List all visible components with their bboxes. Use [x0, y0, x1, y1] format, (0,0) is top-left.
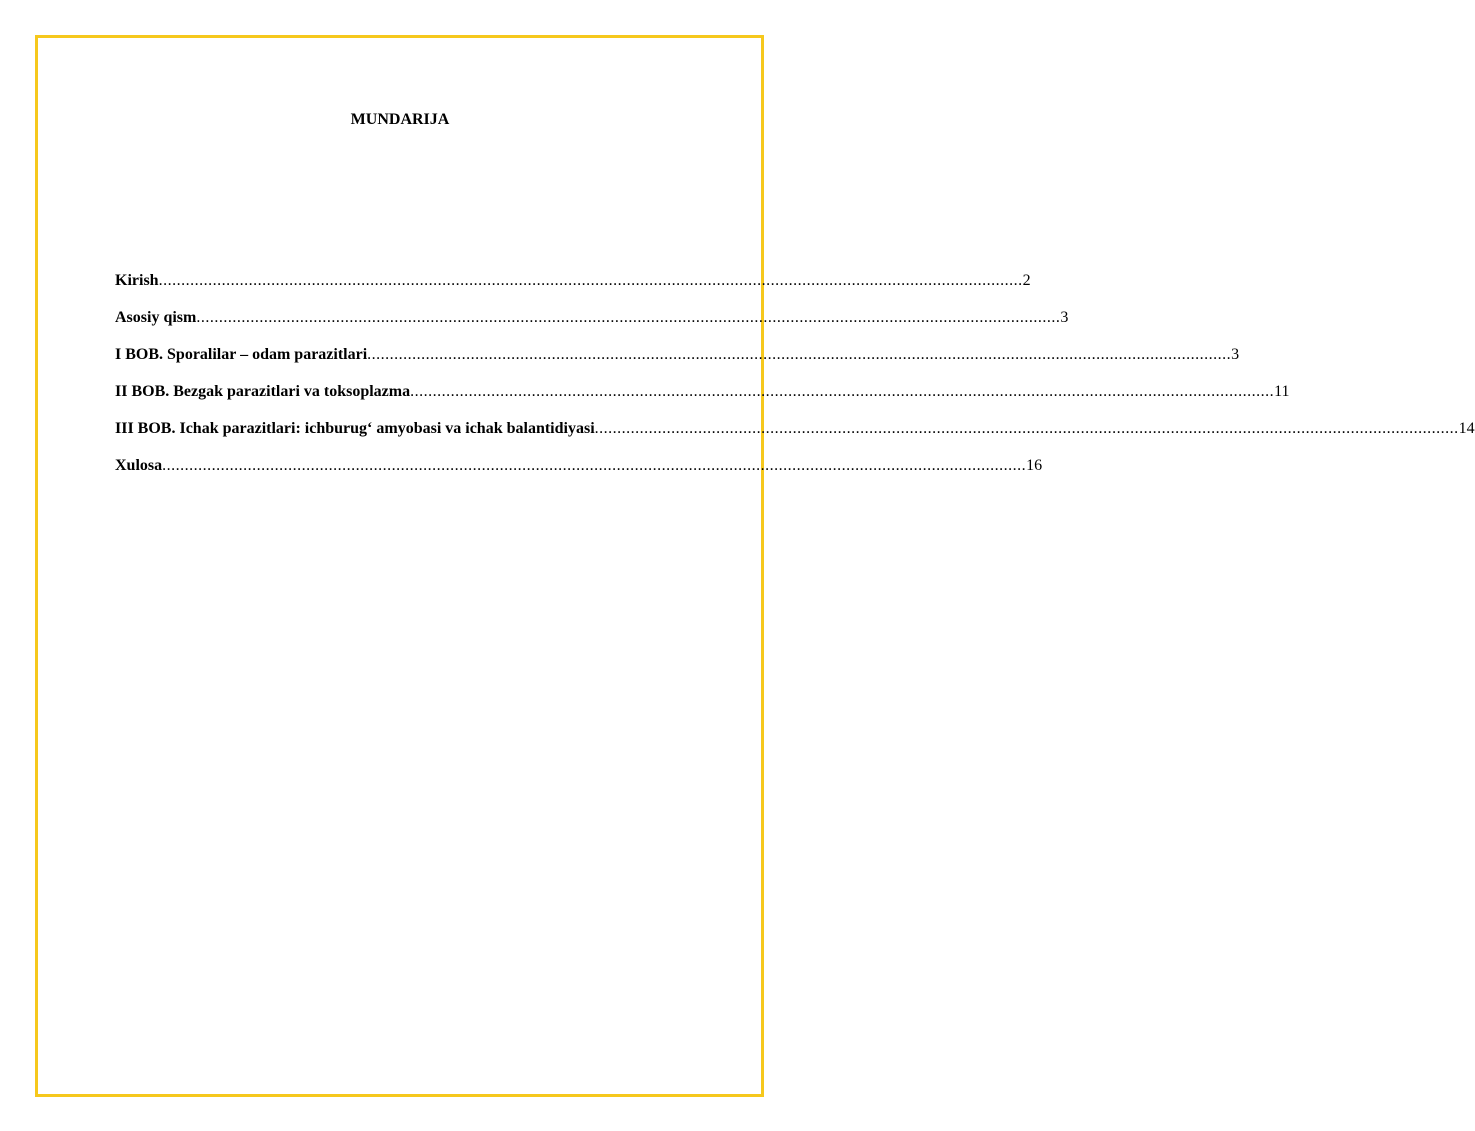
toc-dot-leader: ................................................................................................................................................................................................	[158, 272, 1023, 289]
toc-page-number: 16	[1026, 457, 1043, 474]
toc-page-number: 2	[1022, 272, 1031, 289]
toc-entry-label: Asosiy qism	[115, 309, 197, 326]
page-title: MUNDARIJA	[350, 111, 450, 128]
toc-entry-i-bob[interactable]	[115, 346, 1240, 383]
toc-page-number: 3	[1231, 346, 1240, 363]
toc-entry-label: I BOB. Sporalilar – odam parazitlari	[115, 346, 368, 363]
toc-entry-label: II BOB. Bezgak parazitlari va toksoplazma	[115, 383, 411, 400]
toc-dot-leader: ................................................................................................................................................................................................	[410, 383, 1275, 400]
toc-page-number: 14	[1458, 420, 1475, 437]
page-border	[35, 35, 764, 1097]
toc-entry-asosiy-qism[interactable]	[115, 309, 1069, 346]
toc-entry-xulosa[interactable]	[115, 457, 1043, 494]
toc-dot-leader: ................................................................................................................................................................................................	[162, 457, 1027, 474]
toc-dot-leader: ................................................................................................................................................................................................	[367, 346, 1232, 363]
toc-entry-kirish[interactable]	[115, 272, 1031, 309]
table-of-contents	[115, 272, 1475, 494]
toc-page-number: 3	[1060, 309, 1069, 326]
toc-entry-iii-bob[interactable]	[115, 420, 1475, 457]
toc-dot-leader: ................................................................................................................................................................................................	[196, 309, 1061, 326]
toc-entry-ii-bob[interactable]	[115, 383, 1290, 420]
toc-dot-leader: ................................................................................................................................................................................................	[594, 420, 1459, 437]
toc-entry-label: Xulosa	[115, 457, 163, 474]
toc-entry-label: Kirish	[115, 272, 159, 289]
toc-entry-label: III BOB. Ichak parazitlari: ichburug‘ amyobasi va ichak balantidiyasi	[115, 420, 595, 437]
toc-page-number: 11	[1274, 383, 1290, 400]
